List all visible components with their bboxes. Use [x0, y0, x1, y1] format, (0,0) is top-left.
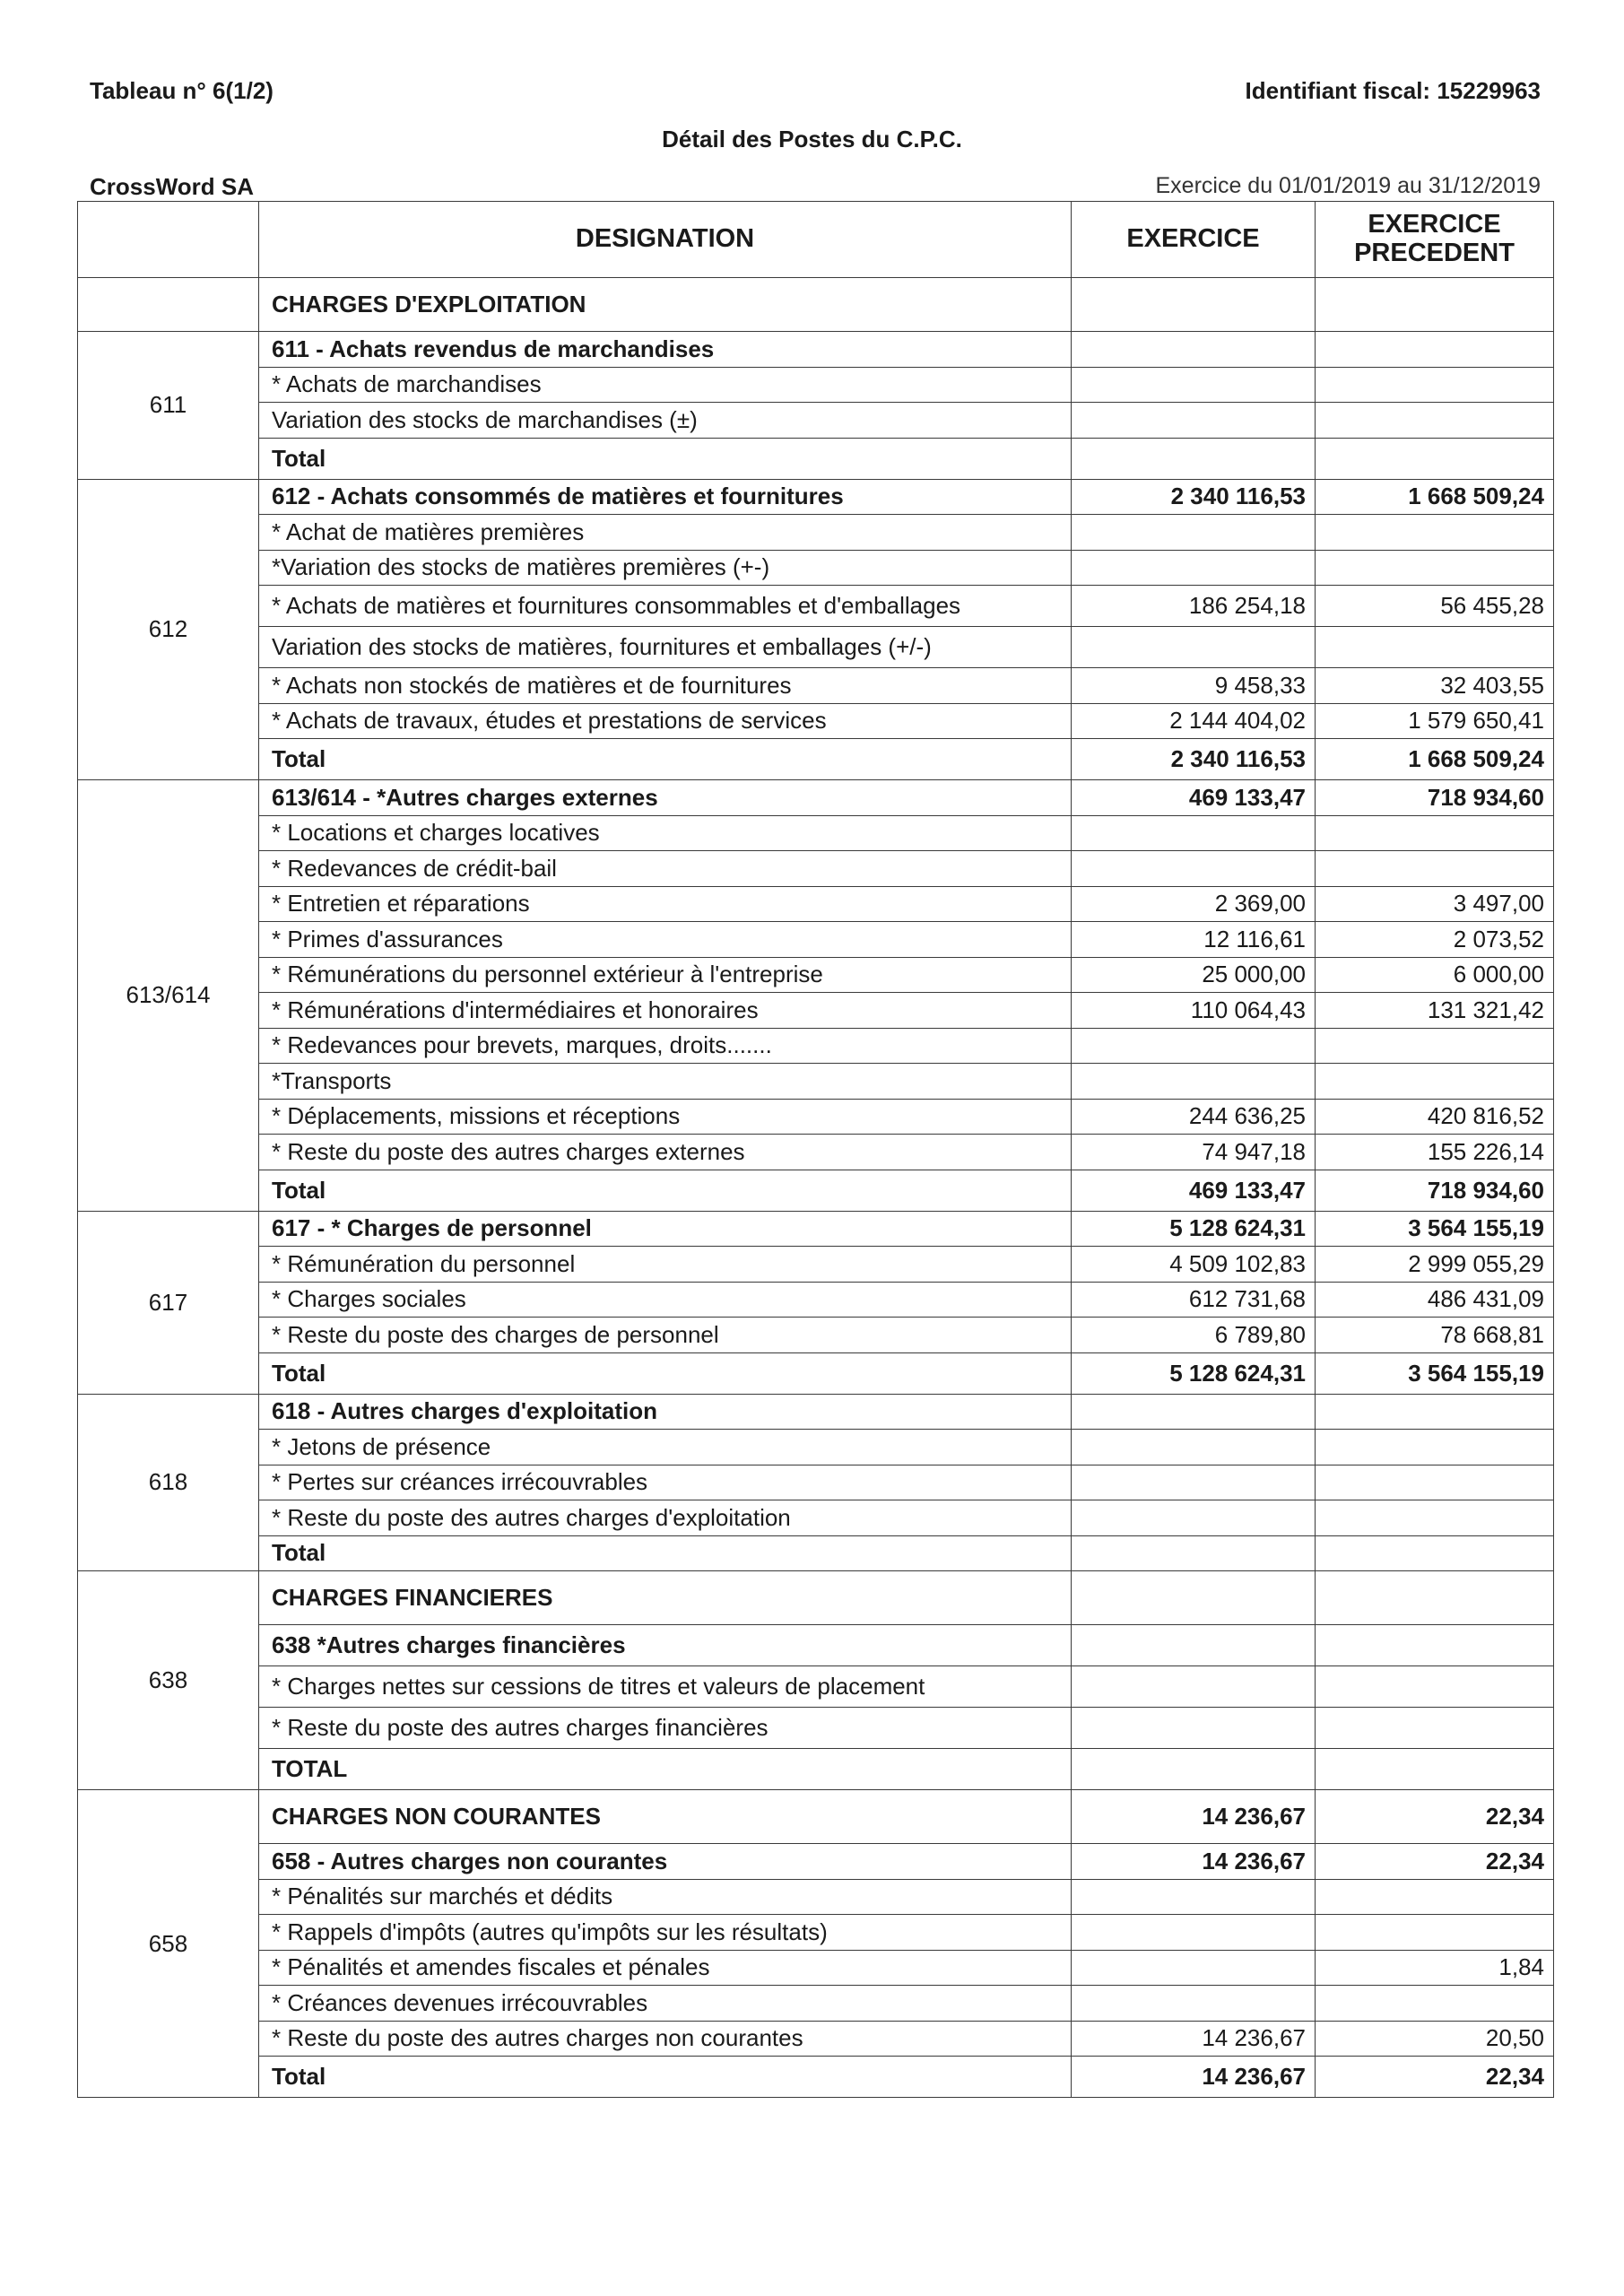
exercice-value: 12 116,61 — [1072, 922, 1316, 958]
row-label: * Redevances de crédit-bail — [259, 851, 1072, 887]
table-row — [78, 1211, 1554, 1247]
row-label: 658 - Autres charges non courantes — [259, 1844, 1072, 1880]
precedent-value: 20,50 — [1316, 2021, 1554, 2057]
designation-column-header: DESIGNATION — [259, 202, 1072, 278]
exercice-value: 14 236,67 — [1072, 1844, 1316, 1880]
exercice-value — [1072, 403, 1316, 439]
exercice-value: 469 133,47 — [1072, 1170, 1316, 1211]
exercice-value — [1072, 1625, 1316, 1666]
row-label: CHARGES FINANCIERES — [259, 1571, 1072, 1625]
row-label: *Variation des stocks de matières premières (+-) — [259, 550, 1072, 586]
row-label: TOTAL — [259, 1749, 1072, 1790]
exercice-value: 612 731,68 — [1072, 1282, 1316, 1318]
row-label: * Reste du poste des autres charges non courantes — [259, 2021, 1072, 2057]
table-row — [78, 957, 1554, 993]
table-row — [78, 2057, 1554, 2098]
precedent-value — [1316, 1915, 1554, 1951]
code-column-header — [78, 202, 259, 278]
precedent-value: 2 073,52 — [1316, 922, 1554, 958]
exercice-value — [1072, 367, 1316, 403]
precedent-value — [1316, 1028, 1554, 1064]
row-label: * Achats non stockés de matières et de fournitures — [259, 668, 1072, 704]
precedent-value — [1316, 332, 1554, 368]
table-number: Tableau n° 6(1/2) — [90, 77, 274, 104]
row-label: * Achats de matières et fournitures consommables et d'emballages — [259, 586, 1072, 627]
precedent-value: 22,34 — [1316, 2057, 1554, 2098]
exercice-value — [1072, 1666, 1316, 1708]
row-label: CHARGES NON COURANTES — [259, 1790, 1072, 1844]
table-row — [78, 438, 1554, 479]
exercice-value: 14 236,67 — [1072, 1790, 1316, 1844]
exercice-value: 5 128 624,31 — [1072, 1352, 1316, 1394]
account-code: 638 — [78, 1571, 259, 1790]
precedent-value: 56 455,28 — [1316, 586, 1554, 627]
row-label: * Jetons de présence — [259, 1430, 1072, 1465]
precedent-value — [1316, 1708, 1554, 1749]
table-row — [78, 1986, 1554, 2022]
precedent-value: 1 668 509,24 — [1316, 739, 1554, 780]
precedent-value — [1316, 515, 1554, 551]
row-label: * Redevances pour brevets, marques, droits....... — [259, 1028, 1072, 1064]
account-code: 613/614 — [78, 780, 259, 1212]
table-row — [78, 367, 1554, 403]
table-row — [78, 1535, 1554, 1571]
exercice-value: 74 947,18 — [1072, 1135, 1316, 1170]
table-row — [78, 332, 1554, 368]
table-row — [78, 851, 1554, 887]
precedent-value — [1316, 1064, 1554, 1100]
row-label: Total — [259, 438, 1072, 479]
precedent-value: 3 564 155,19 — [1316, 1352, 1554, 1394]
exercice-value: 2 340 116,53 — [1072, 479, 1316, 515]
exercice-column-header: EXERCICE — [1072, 202, 1316, 278]
row-label: * Reste du poste des charges de personnel — [259, 1318, 1072, 1353]
table-row — [78, 1064, 1554, 1100]
exercice-value — [1072, 1708, 1316, 1749]
precedent-value — [1316, 1465, 1554, 1500]
table-row — [78, 1790, 1554, 1844]
exercice-value — [1072, 438, 1316, 479]
exercice-value — [1072, 332, 1316, 368]
precedent-value: 486 431,09 — [1316, 1282, 1554, 1318]
precedent-value: 1,84 — [1316, 1950, 1554, 1986]
exercice-value: 186 254,18 — [1072, 586, 1316, 627]
table-row — [78, 1282, 1554, 1318]
row-label: * Entretien et réparations — [259, 886, 1072, 922]
table-row — [78, 1135, 1554, 1170]
precedent-value: 718 934,60 — [1316, 1170, 1554, 1211]
exercice-value — [1072, 815, 1316, 851]
table-row — [78, 515, 1554, 551]
table-row — [78, 1950, 1554, 1986]
exercice-value — [1072, 278, 1316, 332]
precedent-value — [1316, 278, 1554, 332]
exercice-value — [1072, 1749, 1316, 1790]
precedent-value: 3 497,00 — [1316, 886, 1554, 922]
row-label: * Pénalités sur marchés et dédits — [259, 1879, 1072, 1915]
row-label: Total — [259, 739, 1072, 780]
precedent-value — [1316, 851, 1554, 887]
document-title: Détail des Postes du C.P.C. — [662, 126, 962, 152]
row-label: 618 - Autres charges d'exploitation — [259, 1394, 1072, 1430]
exercice-value: 14 236,67 — [1072, 2021, 1316, 2057]
precedent-value: 420 816,52 — [1316, 1099, 1554, 1135]
precedent-value — [1316, 1625, 1554, 1666]
exercice-value: 25 000,00 — [1072, 957, 1316, 993]
row-label: * Reste du poste des autres charges externes — [259, 1135, 1072, 1170]
table-row — [78, 1247, 1554, 1283]
exercice-precedent-line1: EXERCICE — [1368, 210, 1501, 239]
table-row — [78, 739, 1554, 780]
precedent-value: 22,34 — [1316, 1844, 1554, 1880]
table-row — [78, 1625, 1554, 1666]
table-row — [78, 703, 1554, 739]
row-label: * Primes d'assurances — [259, 922, 1072, 958]
precedent-value: 32 403,55 — [1316, 668, 1554, 704]
exercice-value — [1072, 1465, 1316, 1500]
table-row — [78, 1465, 1554, 1500]
precedent-value: 1 579 650,41 — [1316, 703, 1554, 739]
account-code: 618 — [78, 1394, 259, 1571]
row-label: 638 *Autres charges financières — [259, 1625, 1072, 1666]
exercice-value: 4 509 102,83 — [1072, 1247, 1316, 1283]
row-label: * Rappels d'impôts (autres qu'impôts sur les résultats) — [259, 1915, 1072, 1951]
exercice-value: 469 133,47 — [1072, 780, 1316, 816]
table-row — [78, 1708, 1554, 1749]
cpc-detail-table — [77, 201, 1554, 2098]
table-row — [78, 586, 1554, 627]
exercice-value — [1072, 515, 1316, 551]
exercise-period: Exercice du 01/01/2019 au 31/12/2019 — [1155, 173, 1541, 198]
row-label: * Rémunérations d'intermédiaires et honoraires — [259, 993, 1072, 1029]
row-label: 613/614 - *Autres charges externes — [259, 780, 1072, 816]
precedent-value: 718 934,60 — [1316, 780, 1554, 816]
precedent-value — [1316, 1879, 1554, 1915]
precedent-value — [1316, 438, 1554, 479]
table-row — [78, 278, 1554, 332]
exercice-value — [1072, 550, 1316, 586]
row-label: * Rémunération du personnel — [259, 1247, 1072, 1283]
exercice-precedent-line2: PRECEDENT — [1354, 239, 1515, 267]
exercice-value — [1072, 627, 1316, 668]
table-row — [78, 1352, 1554, 1394]
table-row — [78, 993, 1554, 1029]
table-row — [78, 1500, 1554, 1536]
precedent-value — [1316, 1749, 1554, 1790]
precedent-value — [1316, 1535, 1554, 1571]
precedent-value — [1316, 1500, 1554, 1536]
table-row — [78, 1879, 1554, 1915]
company-name: CrossWord SA — [90, 173, 254, 200]
row-label: * Achats de marchandises — [259, 367, 1072, 403]
exercice-value — [1072, 1394, 1316, 1430]
account-code: 658 — [78, 1790, 259, 2098]
exercice-value — [1072, 1064, 1316, 1100]
precedent-value: 3 564 155,19 — [1316, 1211, 1554, 1247]
table-row — [78, 1318, 1554, 1353]
row-label: *Transports — [259, 1064, 1072, 1100]
exercice-value: 9 458,33 — [1072, 668, 1316, 704]
precedent-value — [1316, 1571, 1554, 1625]
precedent-value — [1316, 627, 1554, 668]
exercice-value: 110 064,43 — [1072, 993, 1316, 1029]
exercice-value — [1072, 1950, 1316, 1986]
precedent-value: 131 321,42 — [1316, 993, 1554, 1029]
account-code — [78, 278, 259, 332]
precedent-value: 22,34 — [1316, 1790, 1554, 1844]
row-label: Variation des stocks de matières, fournitures et emballages (+/-) — [259, 627, 1072, 668]
row-label: 612 - Achats consommés de matières et fournitures — [259, 479, 1072, 515]
exercice-value — [1072, 1879, 1316, 1915]
table-row — [78, 1099, 1554, 1135]
precedent-value: 2 999 055,29 — [1316, 1247, 1554, 1283]
precedent-value — [1316, 1394, 1554, 1430]
row-label: * Charges sociales — [259, 1282, 1072, 1318]
row-label: * Achats de travaux, études et prestations de services — [259, 703, 1072, 739]
table-row — [78, 1170, 1554, 1211]
row-label: Variation des stocks de marchandises (±) — [259, 403, 1072, 439]
precedent-value — [1316, 403, 1554, 439]
row-label: * Pertes sur créances irrécouvrables — [259, 1465, 1072, 1500]
table-row — [78, 1028, 1554, 1064]
exercice-value — [1072, 1028, 1316, 1064]
exercice-value: 14 236,67 — [1072, 2057, 1316, 2098]
row-label: Total — [259, 1352, 1072, 1394]
table-row — [78, 479, 1554, 515]
row-label: * Locations et charges locatives — [259, 815, 1072, 851]
exercice-value — [1072, 1535, 1316, 1571]
account-code: 611 — [78, 332, 259, 480]
exercice-precedent-column-header — [1316, 202, 1554, 278]
table-body — [78, 278, 1554, 2098]
account-code: 612 — [78, 479, 259, 780]
exercice-value: 2 144 404,02 — [1072, 703, 1316, 739]
precedent-value — [1316, 367, 1554, 403]
exercice-value: 2 369,00 — [1072, 886, 1316, 922]
row-label: * Créances devenues irrécouvrables — [259, 1986, 1072, 2022]
exercice-value: 244 636,25 — [1072, 1099, 1316, 1135]
exercice-value — [1072, 1986, 1316, 2022]
table-header-row — [78, 202, 1554, 278]
row-label: * Déplacements, missions et réceptions — [259, 1099, 1072, 1135]
row-label: * Reste du poste des autres charges d'exploitation — [259, 1500, 1072, 1536]
row-label: * Pénalités et amendes fiscales et pénales — [259, 1950, 1072, 1986]
fiscal-identifier: Identifiant fiscal: 15229963 — [1245, 77, 1541, 104]
table-row — [78, 1749, 1554, 1790]
precedent-value — [1316, 1430, 1554, 1465]
table-row — [78, 403, 1554, 439]
table-row — [78, 668, 1554, 704]
precedent-value — [1316, 1986, 1554, 2022]
table-row — [78, 1666, 1554, 1708]
row-label: 617 - * Charges de personnel — [259, 1211, 1072, 1247]
table-row — [78, 886, 1554, 922]
precedent-value: 6 000,00 — [1316, 957, 1554, 993]
exercice-value: 2 340 116,53 — [1072, 739, 1316, 780]
table-row — [78, 1571, 1554, 1625]
table-row — [78, 1394, 1554, 1430]
table-row — [78, 815, 1554, 851]
table-row — [78, 1430, 1554, 1465]
row-label: CHARGES D'EXPLOITATION — [259, 278, 1072, 332]
row-label: Total — [259, 2057, 1072, 2098]
precedent-value — [1316, 1666, 1554, 1708]
table-row — [78, 922, 1554, 958]
row-label: * Reste du poste des autres charges financières — [259, 1708, 1072, 1749]
exercice-value: 6 789,80 — [1072, 1318, 1316, 1353]
row-label: * Achat de matières premières — [259, 515, 1072, 551]
row-label: Total — [259, 1170, 1072, 1211]
table-row — [78, 550, 1554, 586]
row-label: Total — [259, 1535, 1072, 1571]
exercice-value — [1072, 1571, 1316, 1625]
precedent-value: 155 226,14 — [1316, 1135, 1554, 1170]
table-row — [78, 780, 1554, 816]
precedent-value — [1316, 815, 1554, 851]
table-row — [78, 1844, 1554, 1880]
exercice-value — [1072, 1915, 1316, 1951]
table-row — [78, 627, 1554, 668]
exercice-value — [1072, 1430, 1316, 1465]
exercice-value: 5 128 624,31 — [1072, 1211, 1316, 1247]
exercice-value — [1072, 851, 1316, 887]
row-label: 611 - Achats revendus de marchandises — [259, 332, 1072, 368]
account-code: 617 — [78, 1211, 259, 1394]
precedent-value: 1 668 509,24 — [1316, 479, 1554, 515]
table-row — [78, 2021, 1554, 2057]
precedent-value: 78 668,81 — [1316, 1318, 1554, 1353]
table-row — [78, 1915, 1554, 1951]
exercice-value — [1072, 1500, 1316, 1536]
row-label: * Rémunérations du personnel extérieur à l'entreprise — [259, 957, 1072, 993]
precedent-value — [1316, 550, 1554, 586]
row-label: * Charges nettes sur cessions de titres et valeurs de placement — [259, 1666, 1072, 1708]
